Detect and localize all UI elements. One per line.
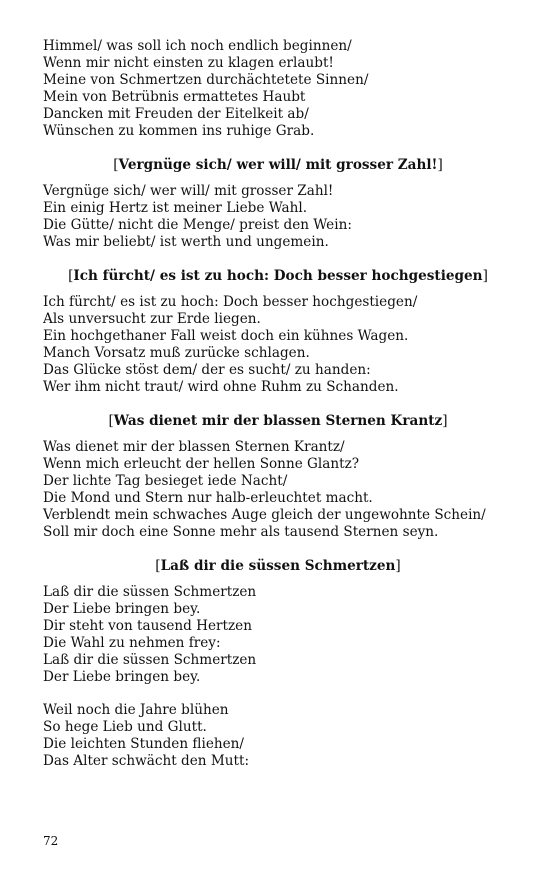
page-content (43, 38, 513, 770)
verse-line: Wünschen zu kommen ins ruhige Grab. (43, 123, 315, 139)
verse-line: Soll mir doch eine Sonne mehr als tausend Sternen seyn. (43, 524, 439, 540)
stanza-5b (43, 702, 513, 770)
verse-line: So hege Lieb und Glutt. (43, 719, 207, 735)
poem-title-text: Ich fürcht/ es ist zu hoch: Doch besser hochgestiegen (73, 268, 483, 284)
verse-line: Meine von Schmertzen durchächtetete Sinnen/ (43, 72, 369, 88)
verse-line: Dir steht von tausend Hertzen (43, 618, 252, 634)
verse-line: Die Gütte/ nicht die Menge/ preist den Wein: (43, 217, 352, 233)
verse-line: Mein von Betrübnis ermattetes Haubt (43, 89, 306, 105)
verse-line: Himmel/ was soll ich noch endlich beginnen/ (43, 38, 352, 54)
verse-line: Das Alter schwächt den Mutt: (43, 753, 250, 769)
stanza-4 (43, 439, 513, 541)
verse-line: Als unversucht zur Erde liegen. (43, 311, 261, 327)
verse-line: Der Liebe bringen bey. (43, 601, 201, 617)
stanza-3 (43, 294, 513, 396)
verse-line: Laß dir die süssen Schmertzen (43, 652, 257, 668)
verse-line: Das Glücke stöst dem/ der es sucht/ zu handen: (43, 362, 371, 378)
verse-line: Verblendt mein schwaches Auge gleich der ungewohnte Schein/ (43, 507, 486, 523)
verse-line: Der lichte Tag besieget iede Nacht/ (43, 473, 288, 489)
stanza-2 (43, 183, 513, 251)
poem-title-text: Was dienet mir der blassen Sternen Krantz (113, 413, 443, 429)
verse-line: Die Mond und Stern nur halb-erleuchtet macht. (43, 490, 373, 506)
verse-line: Laß dir die süssen Schmertzen (43, 584, 257, 600)
poem-title-text: Vergnüge sich/ wer will/ mit grosser Zahl! (118, 157, 438, 173)
poem-title-5: [Laß dir die süssen Schmertzen] (155, 558, 401, 574)
verse-line: Was mir beliebt/ ist werth und ungemein. (43, 234, 329, 250)
verse-line: Wenn mir nicht einsten zu klagen erlaubt! (43, 55, 334, 71)
poem-title-4: [Was dienet mir der blassen Sternen Krantz] (108, 413, 448, 429)
verse-line: Die leichten Stunden fliehen/ (43, 736, 245, 752)
verse-line: Dancken mit Freuden der Eitelkeit ab/ (43, 106, 309, 122)
stanza-5a (43, 584, 513, 686)
verse-line: Vergnüge sich/ wer will/ mit grosser Zahl! (43, 183, 334, 199)
verse-line: Wer ihm nicht traut/ wird ohne Ruhm zu Schanden. (43, 379, 399, 395)
stanza-1 (43, 38, 513, 140)
verse-line: Wenn mich erleucht der hellen Sonne Glantz? (43, 456, 360, 472)
poem-title-text: Laß dir die süssen Schmertzen (160, 558, 396, 574)
poem-title-3: [Ich fürcht/ es ist zu hoch: Doch besser hochgestiegen] (68, 268, 488, 284)
verse-line: Weil noch die Jahre blühen (43, 702, 229, 718)
verse-line: Ein einig Hertz ist meiner Liebe Wahl. (43, 200, 308, 216)
verse-line: Manch Vorsatz muß zurücke schlagen. (43, 345, 310, 361)
verse-line: Ich fürcht/ es ist zu hoch: Doch besser hochgestiegen/ (43, 294, 418, 310)
verse-line: Der Liebe bringen bey. (43, 669, 201, 685)
poem-title-2: [Vergnüge sich/ wer will/ mit grosser Zahl!] (113, 157, 443, 173)
verse-line: Ein hochgethaner Fall weist doch ein kühnes Wagen. (43, 328, 409, 344)
page-number: 72 (43, 834, 59, 848)
verse-line: Die Wahl zu nehmen frey: (43, 635, 221, 651)
verse-line: Was dienet mir der blassen Sternen Krantz/ (43, 439, 345, 455)
